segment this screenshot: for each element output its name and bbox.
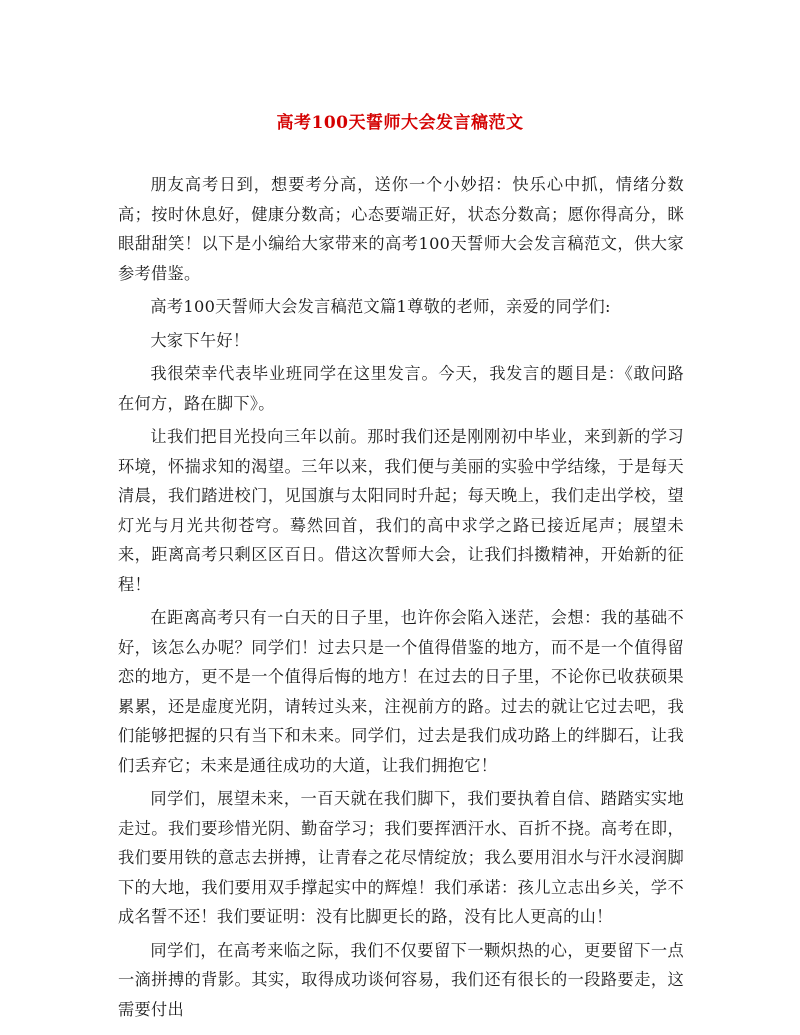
paragraph-past-and-future: 在距离高考只有一白天的日子里，也许你会陷入迷茫，会想：我的基础不好，该怎么办呢？同学们！过去只是一个值得借鉴的地方，而不是一个值得留恋的地方，更不是一个值得后悔的地方！在过去的日子里，不论你已收获硕果累累，还是虚度光阴，请转过头来，注视前方的路。过去的就让它过去吧，我们能够把握的只有当下和未来。同学们，过去是我们成功路上的绊脚石，让我们丢弃它；未来是通往成功的大道，让我们拥抱它！ xyxy=(118,608,684,775)
paragraph-closing: 同学们，在高考来临之际，我们不仅要留下一颗炽热的心，更要留下一点一滴拼搏的背影。其实，取得成功谈何容易，我们还有很长的一段路要走，这需要付出 xyxy=(118,940,684,1019)
paragraph-speech-topic: 我很荣幸代表毕业班同学在这里发言。今天，我发言的题目是：《敢问路在何方，路在脚下》。 xyxy=(118,364,684,413)
paragraph-heading-greeting: 高考100天誓师大会发言稿范文篇1尊敬的老师，亲爱的同学们: xyxy=(150,297,611,316)
paragraph-salutation: 大家下午好！ xyxy=(150,330,250,350)
paragraph-hundred-days: 同学们，展望未来，一百天就在我们脚下，我们要执着自信、踏踏实实地走过。我们要珍惜光阴、勤奋学习；我们要挥洒汗水、百折不挠。高考在即，我们要用铁的意志去拼搏，让青春之花尽情绽放；我么要用泪水与汗水浸润脚下的大地，我们要用双手撑起实中的辉煌！我们承诺：孩儿立志出乡关，学不成名誓不还！我们要证明：没有比脚更长的路，没有比人更高的山！ xyxy=(118,789,684,926)
document-body xyxy=(118,170,684,1028)
document-title: 高考100天誓师大会发言稿范文 xyxy=(276,113,524,133)
paragraph-three-years: 让我们把目光投向三年以前。那时我们还是刚刚初中毕业，来到新的学习环境，怀揣求知的渴望。三年以来，我们便与美丽的实验中学结缘，于是每天清晨，我们踏进校门，见国旗与太阳同时升起；每天晚上，我们走出学校，望灯光与月光共彻苍穹。蓦然回首，我们的高中求学之路已接近尾声；展望未来，距离高考只剩区区百日。借这次誓师大会，让我们抖擞精神，开始新的征程！ xyxy=(118,427,684,594)
paragraph-intro: 朋友高考日到，想要考分高，送你一个小妙招：快乐心中抓，情绪分数高；按时休息好，健康分数高；心态要端正好，状态分数高；愿你得高分，眯眼甜甜笑！以下是小编给大家带来的高考100天誓师大会发言稿范文，供大家参考借鉴。 xyxy=(118,175,684,283)
